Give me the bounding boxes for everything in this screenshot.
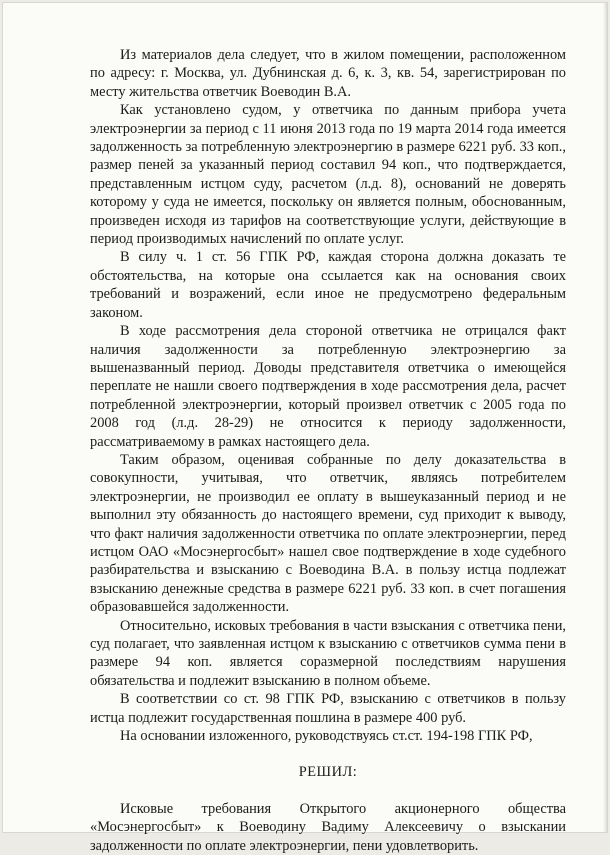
paragraph-residence: Из материалов дела следует, что в жилом помещении, расположенном по адресу: г. Москва, ул. Дубнинская д. 6, к. 3, кв. 54, зарегистрирован по месту жительства ответчик Воеводин В.А. xyxy=(90,47,566,100)
paragraph-legal-basis: На основании изложенного, руководствуясь ст.ст. 194-198 ГПК РФ, xyxy=(120,728,533,745)
paragraph-penalty: Относительно, исковых требования в части взыскания с ответчика пени, суд полагает, что заявленная истцом к взысканию с ответчиков сумма пени в размере 94 коп. является соразмерной последствиям нарушения обязательства и подлежит взысканию в полном объеме. xyxy=(90,617,566,689)
document-body xyxy=(90,46,566,855)
document-page xyxy=(2,2,608,854)
paragraph-burden-of-proof: В силу ч. 1 ст. 56 ГПК РФ, каждая сторона должна доказать те обстоятельства, на которые она ссылается как на основания своих требований и возражений, если иное не предусмотрено федеральным законом. xyxy=(90,249,566,321)
paragraph-state-fee: В соответствии со ст. 98 ГПК РФ, взысканию с ответчиков в пользу истца подлежит государственная пошлина в размере 400 руб. xyxy=(90,691,566,726)
paragraph-court-conclusion: Таким образом, оценивая собранные по делу доказательства в совокупности, учитывая, что ответчик, являясь потребителем электроэнергии, не производил ее оплату в вышеуказанный период и не выполнил эту обязанность до настоящего времени, суд приходит к выводу, что факт наличия задолженности ответчика по оплате электроэнергии, перед истцом ОАО «Мосэнергосбыт» нашел свое подтверждение в ходе судебного разбирательства и взысканию с Воеводина В.А. в пользу истца подлежат взысканию денежные средства в размере 6221 руб. 33 коп. в счет погашения образовавшейся задолженности. xyxy=(90,451,566,616)
paragraph-resolution: Исковые требования Открытого акционерного общества «Мосэнергосбыт» к Воеводину Вадиму Алексеевичу о взыскании задолженности по оплате электроэнергии, пени удовлетворить. xyxy=(90,800,566,854)
page-edge-shadow xyxy=(603,2,608,833)
paragraph-defendant-arguments: В ходе рассмотрения дела стороной ответчика не отрицался факт наличия задолженности за потребленную электроэнергию за вышеназванный период. Доводы представителя ответчика о имеющейся переплате не нашли своего подтверждения в ходе рассмотрения дела, расчет потребленной электроэнергии, который произвел ответчик с 2005 года по 2008 год (л.д. 28-29) не относится к периоду задолженности, рассматриваемому в рамках настоящего дела. xyxy=(90,323,566,450)
paragraph-debt-established: Как установлено судом, у ответчика по данным прибора учета электроэнергии за период с 11 июня 2013 года по 19 марта 2014 года имеется задолженность за потребленную электроэнергию в размере 6221 руб. 33 коп., размер пеней за указанный период составил 94 коп., что подтверждается, представленным истцом суду, расчетом (л.д. 8), оснований не доверять которому у суда не имеется, поскольку он является полным, обоснованным, произведен исходя из тарифов на соответствующие услуги, действующие в период производимых начислений по оплате услуг. xyxy=(90,102,566,248)
decision-heading: РЕШИЛ: xyxy=(298,764,358,781)
